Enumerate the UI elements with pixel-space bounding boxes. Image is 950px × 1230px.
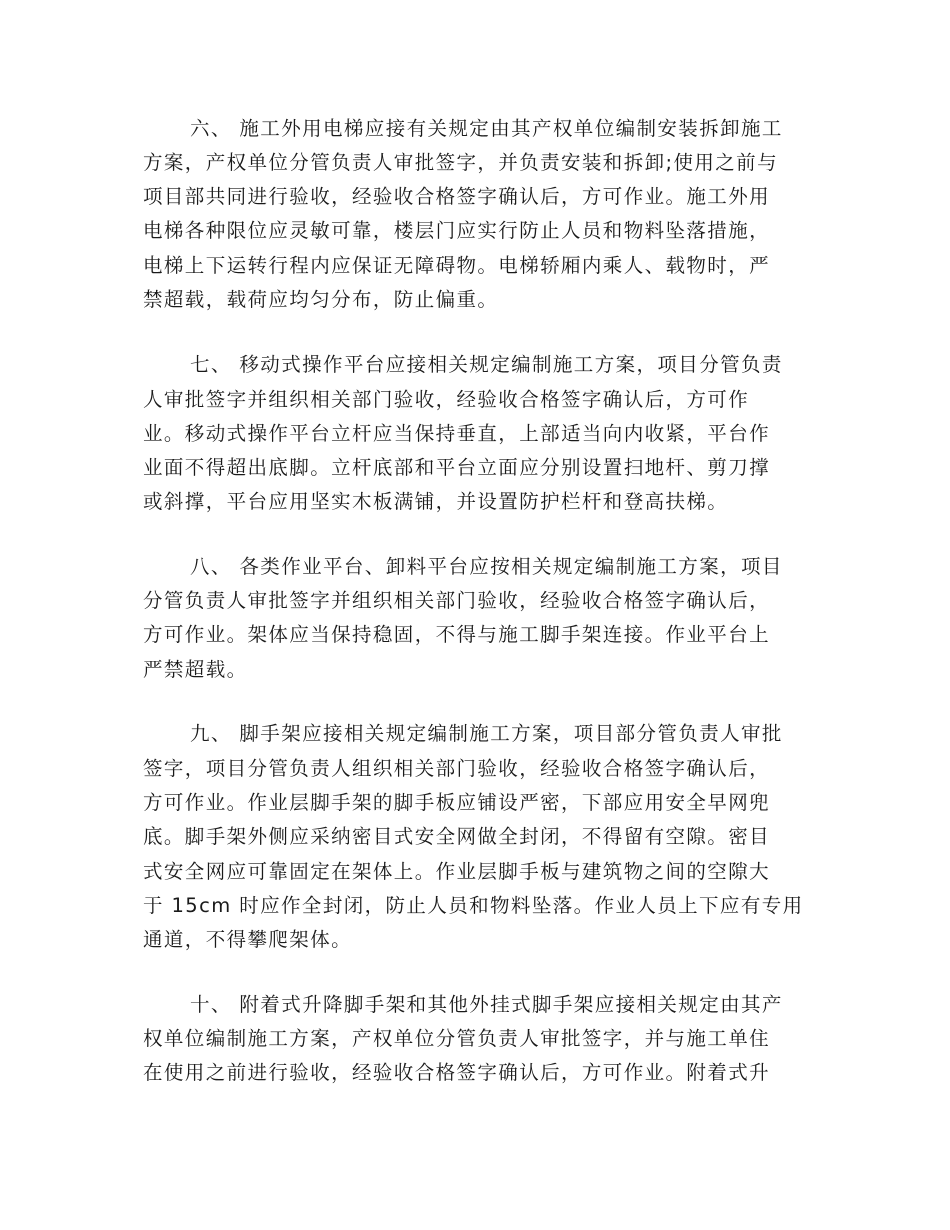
text-line: 人审批签字并组织相关部门验收，经验收合格签字确认后，方可作 — [143, 388, 750, 411]
text-line: 方可作业。作业层脚手架的脚手板应铺设严密，下部应用安全早网兜 — [143, 791, 771, 814]
text-line: 权单位编制施工方案，产权单位分管负责人审批签字，并与施工单住 — [143, 1027, 771, 1050]
text-line: 方可作业。架体应当保持稳固，不得与施工脚手架连接。作业平台上 — [143, 623, 771, 646]
text-line: 签字，项目分管负责人组织相关部门验收，经验收合格签字确认后， — [143, 757, 771, 780]
text-line: 通道，不得攀爬架体。 — [143, 928, 353, 951]
text-line: 业。移动式操作平台立杆应当保持垂直，上部适当向内收紧，平台作 — [143, 422, 771, 445]
text-line: 方案，产权单位分管负责人审批签字，并负责安装和拆卸;使用之前与 — [143, 151, 778, 174]
text-line: 分管负责人审批签字并组织相关部门验收，经验收合格签字确认后， — [143, 589, 771, 612]
text-line: 项目部共同进行验收，经验收合格签字确认后，方可作业。施工外用 — [143, 185, 771, 208]
text-line: 于 15cm 时应作全封闭，防止人员和物料坠落。作业人员上下应有专用 — [143, 894, 804, 917]
text-line: 七、 移动式操作平台应接相关规定编制施工方案，项目分管负责 — [190, 353, 783, 376]
text-line: 或斜撑，平台应用坚实木板满铺，并设置防护栏杆和登高扶梯。 — [143, 490, 729, 513]
text-line: 电梯上下运转行程内应保证无障碍物。电梯轿厢内乘人、载物时，严 — [143, 254, 771, 277]
text-line: 电梯各种限位应灵敏可靠，楼层门应实行防止人员和物料坠落措施， — [143, 219, 771, 242]
text-line: 在使用之前进行验收，经验收合格签字确认后，方可作业。附着式升 — [143, 1061, 771, 1084]
text-line: 九、 脚手架应接相关规定编制施工方案，项目部分管负责人审批 — [190, 722, 783, 745]
text-line: 八、 各类作业平台、卸料平台应按相关规定编制施工方案，项目 — [190, 555, 783, 578]
text-line: 严禁超载。 — [143, 658, 248, 681]
text-line: 六、 施工外用电梯应接有关规定由其产权单位编制安装拆卸施工 — [190, 117, 783, 140]
text-line: 业面不得超出底脚。立杆底部和平台立面应分别设置扫地杆、剪刀撑 — [143, 456, 771, 479]
text-line: 底。脚手架外侧应采纳密目式安全网做全封闭，不得留有空隙。密目 — [143, 825, 771, 848]
text-line: 禁超载，载荷应均匀分布，防止偏重。 — [143, 288, 499, 311]
text-line: 十、 附着式升降脚手架和其他外挂式脚手架应接相关规定由其产 — [190, 993, 783, 1016]
text-line: 式安全网应可靠固定在架体上。作业层脚手板与建筑物之间的空隙大 — [143, 860, 771, 883]
